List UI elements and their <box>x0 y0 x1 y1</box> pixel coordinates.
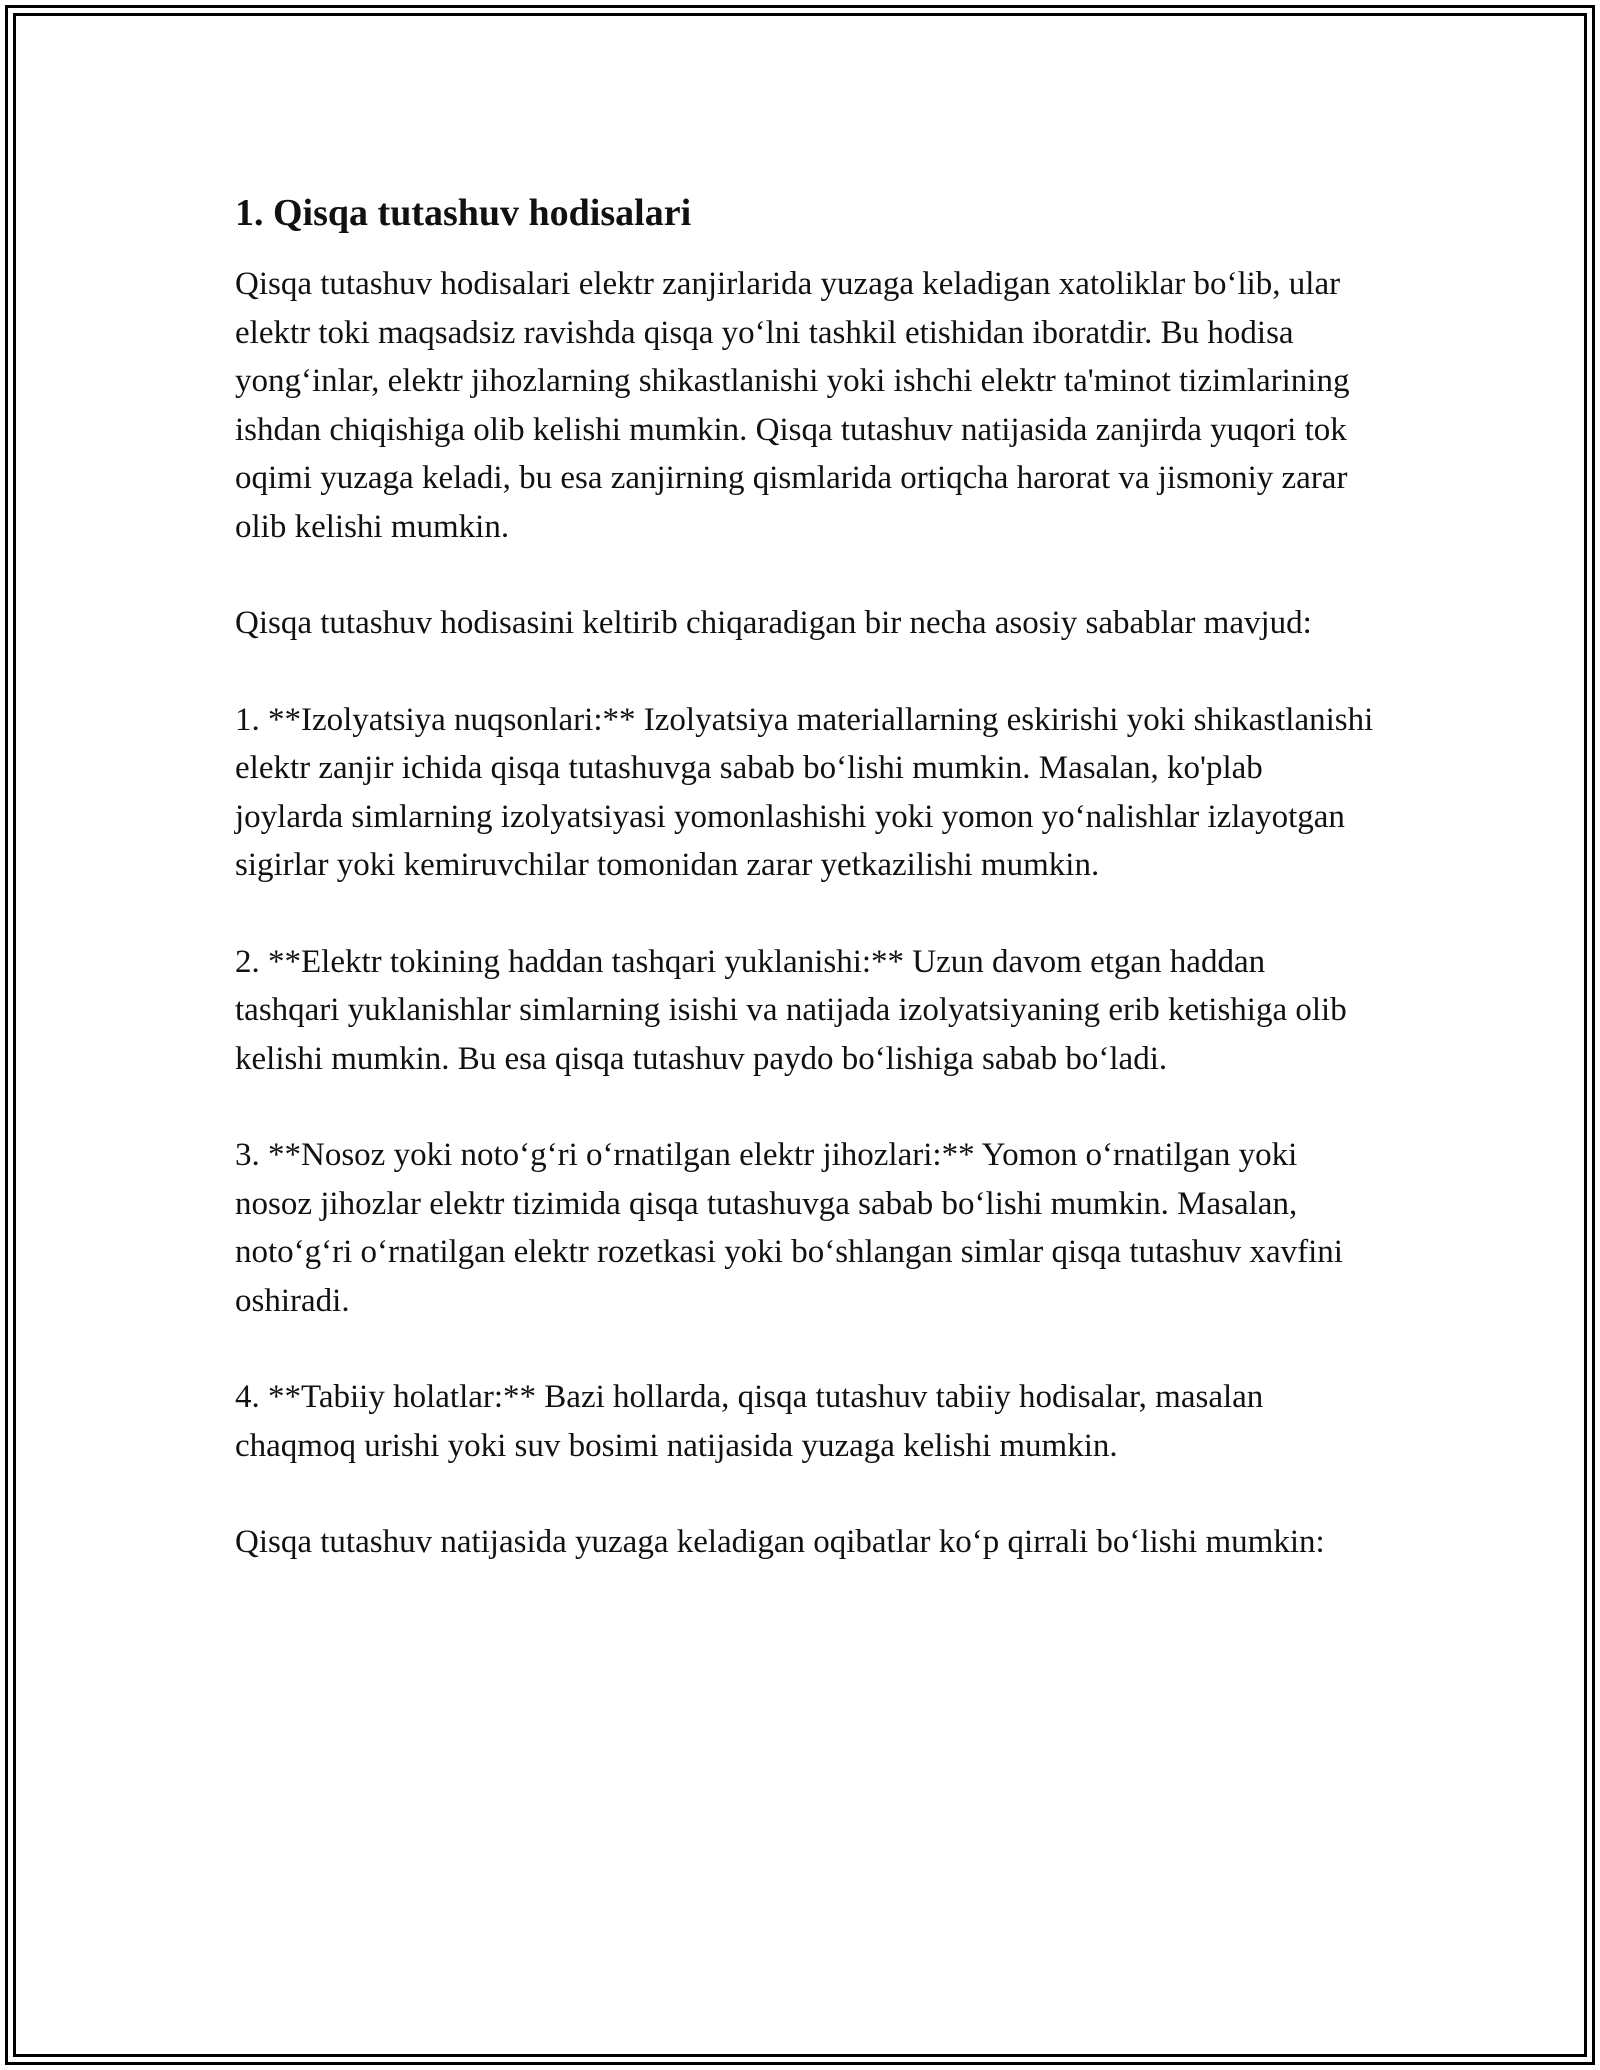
paragraph-consequences-intro: Qisqa tutashuv natijasida yuzaga keladigan oqibatlar ko‘p qirrali bo‘lishi mumkin: <box>235 1524 1325 1560</box>
paragraph-causes-intro: Qisqa tutashuv hodisasini keltirib chiqaradigan bir necha asosiy sabablar mavjud: <box>235 605 1312 641</box>
paragraph-cause-3: 3. **Nosoz yoki noto‘g‘ri o‘rnatilgan elektr jihozlari:** Yomon o‘rnatilgan yoki nosoz jihozlar elektr tizimida qisqa tutashuvga sabab bo‘lishi mumkin. Masalan, noto‘g‘ri o‘rnatilgan elektr rozetkasi yoki bo‘shlangan simlar qisqa tutashuv xavfini oshiradi. <box>235 1137 1343 1319</box>
paragraph-cause-4: 4. **Tabiiy holatlar:** Bazi hollarda, qisqa tutashuv tabiiy hodisalar, masalan chaqmoq urishi yoki suv bosimi natijasida yuzaga kelishi mumkin. <box>235 1379 1264 1464</box>
paragraph-intro: Qisqa tutashuv hodisalari elektr zanjirlarida yuzaga keladigan xatoliklar bo‘lib, ular elektr toki maqsadsiz ravishda qisqa yo‘lni tashkil etishidan iboratdir. Bu hodisa yong‘inlar, elektr jihozlarning shikastlanishi yoki ishchi elektr ta'minot tizimlarining ishdan chiqishiga olib kelishi mumkin. Qisqa tutashuv natijasida zanjirda yuqori tok oqimi yuzaga keladi, bu esa zanjirning qismlarida ortiqcha harorat va jismoniy zarar olib kelishi mumkin. <box>235 266 1350 545</box>
paragraph-cause-2: 2. **Elektr tokining haddan tashqari yuklanishi:** Uzun davom etgan haddan tashqari yuklanishlar simlarning isishi va natijada izolyatsiyaning erib ketishiga olib kelishi mumkin. Bu esa qisqa tutashuv paydo bo‘lishiga sabab bo‘ladi. <box>235 943 1347 1077</box>
document-body <box>235 188 1375 1615</box>
section-heading: 1. Qisqa tutashuv hodisalari <box>235 192 692 234</box>
paragraph-cause-1: 1. **Izolyatsiya nuqsonlari:** Izolyatsiya materiallarning eskirishi yoki shikastlanishi elektr zanjir ichida qisqa tutashuvga sabab bo‘lishi mumkin. Masalan, ko'plab joylarda simlarning izolyatsiyasi yomonlashishi yoki yomon yo‘nalishlar izlayotgan sigirlar yoki kemiruvchilar tomonidan zarar yetkazilishi mumkin. <box>235 701 1374 883</box>
